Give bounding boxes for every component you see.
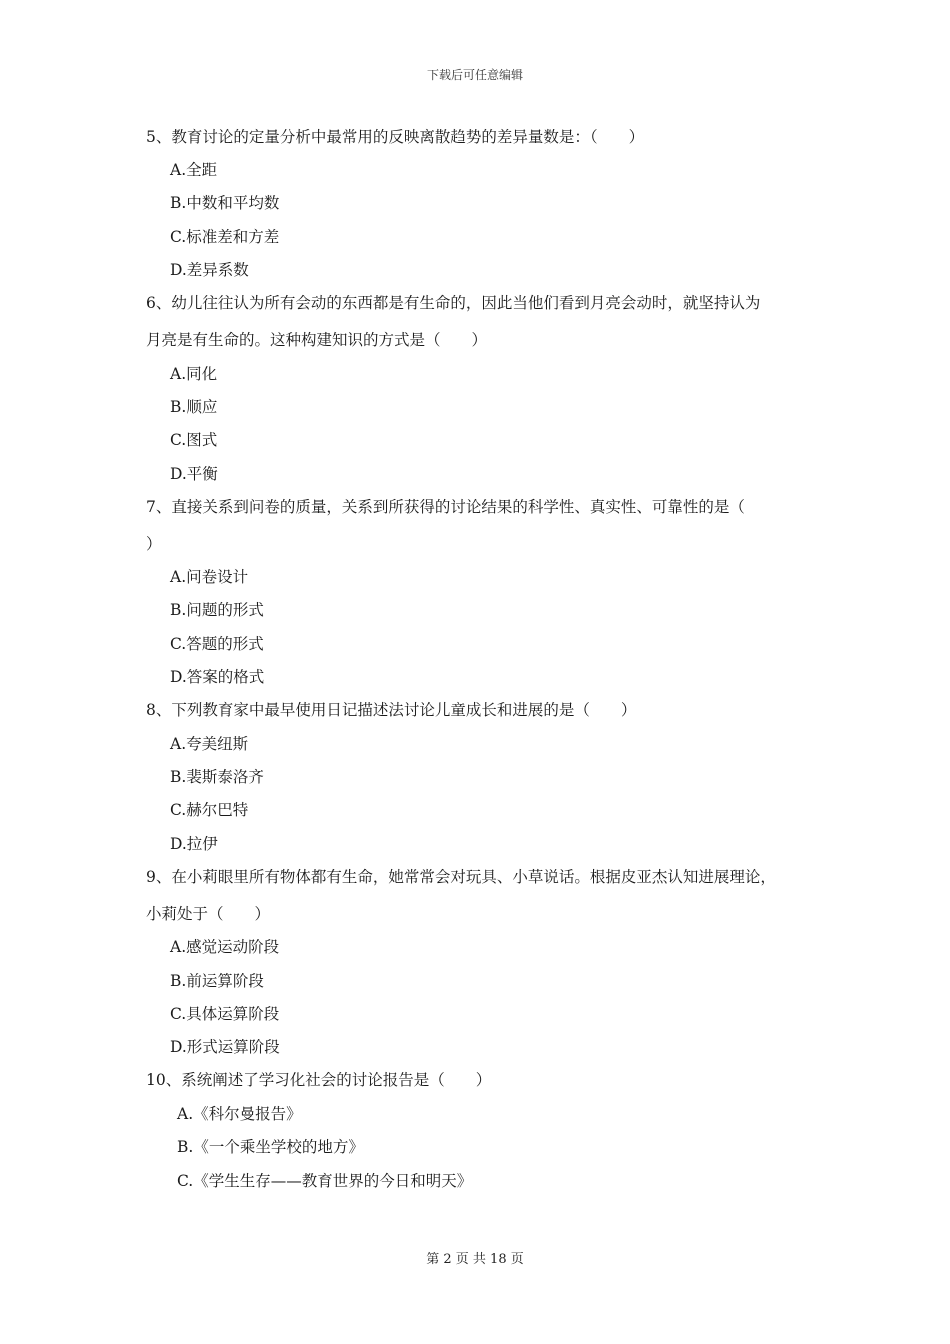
question-5-option-a: A.全距 — [170, 161, 218, 179]
question-6-option-d: D.平衡 — [170, 465, 218, 483]
question-5-option-b: B.中数和平均数 — [170, 194, 280, 212]
question-8-stem: 8、下列教育家中最早使用日记描述法讨论儿童成长和进展的是（ ） — [146, 701, 637, 719]
page-header: 下载后可任意编辑 — [426, 68, 523, 82]
question-7-option-b: B.问题的形式 — [170, 601, 264, 619]
question-7-stem: 7、直接关系到问卷的质量，关系到所获得的讨论结果的科学性、真实性、可靠性的是（ — [146, 498, 745, 516]
question-6-option-b: B.顺应 — [170, 398, 218, 416]
question-8-option-d: D.拉伊 — [170, 835, 218, 853]
question-8-option-c: C.赫尔巴特 — [170, 801, 249, 819]
question-9-option-a: A.感觉运动阶段 — [170, 938, 280, 956]
question-7-option-c: C.答题的形式 — [170, 635, 264, 653]
question-10-option-b: B.《一个乘坐学校的地方》 — [177, 1138, 364, 1156]
question-8-option-a: A.夸美纽斯 — [170, 735, 249, 753]
question-6-stem: 6、幼儿往往认为所有会动的东西都是有生命的，因此当他们看到月亮会动时，就坚持认为 — [146, 294, 761, 312]
question-9-option-b: B.前运算阶段 — [170, 972, 264, 990]
question-6-option-c: C.图式 — [170, 431, 218, 449]
question-5-stem: 5、教育讨论的定量分析中最常用的反映离散趋势的差异量数是：（ ） — [146, 128, 645, 146]
question-9-option-d: D.形式运算阶段 — [170, 1038, 280, 1056]
question-9-option-c: C.具体运算阶段 — [170, 1005, 280, 1023]
question-10-stem: 10、系统阐述了学习化社会的讨论报告是（ ） — [146, 1071, 492, 1089]
question-6-option-a: A.同化 — [170, 365, 218, 383]
question-9-stem-continued: 小莉处于（ ） — [146, 905, 271, 923]
question-5-option-c: C.标准差和方差 — [170, 228, 280, 246]
question-7-stem-continued: ） — [146, 535, 162, 553]
question-10-option-c: C.《学生生存——教育世界的今日和明天》 — [177, 1172, 473, 1190]
question-5-option-d: D.差异系数 — [170, 261, 249, 279]
question-8-option-b: B.裴斯泰洛齐 — [170, 768, 264, 786]
question-10-option-a: A.《科尔曼报告》 — [177, 1105, 302, 1123]
question-9-stem: 9、在小莉眼里所有物体都有生命，她常常会对玩具、小草说话。根据皮亚杰认知进展理论， — [146, 868, 776, 886]
page-footer: 第 2 页 共 18 页 — [426, 1252, 524, 1267]
question-7-option-d: D.答案的格式 — [170, 668, 265, 686]
question-7-option-a: A.问卷设计 — [170, 568, 249, 586]
question-6-stem-continued: 月亮是有生命的。这种构建知识的方式是（ ） — [146, 331, 488, 349]
